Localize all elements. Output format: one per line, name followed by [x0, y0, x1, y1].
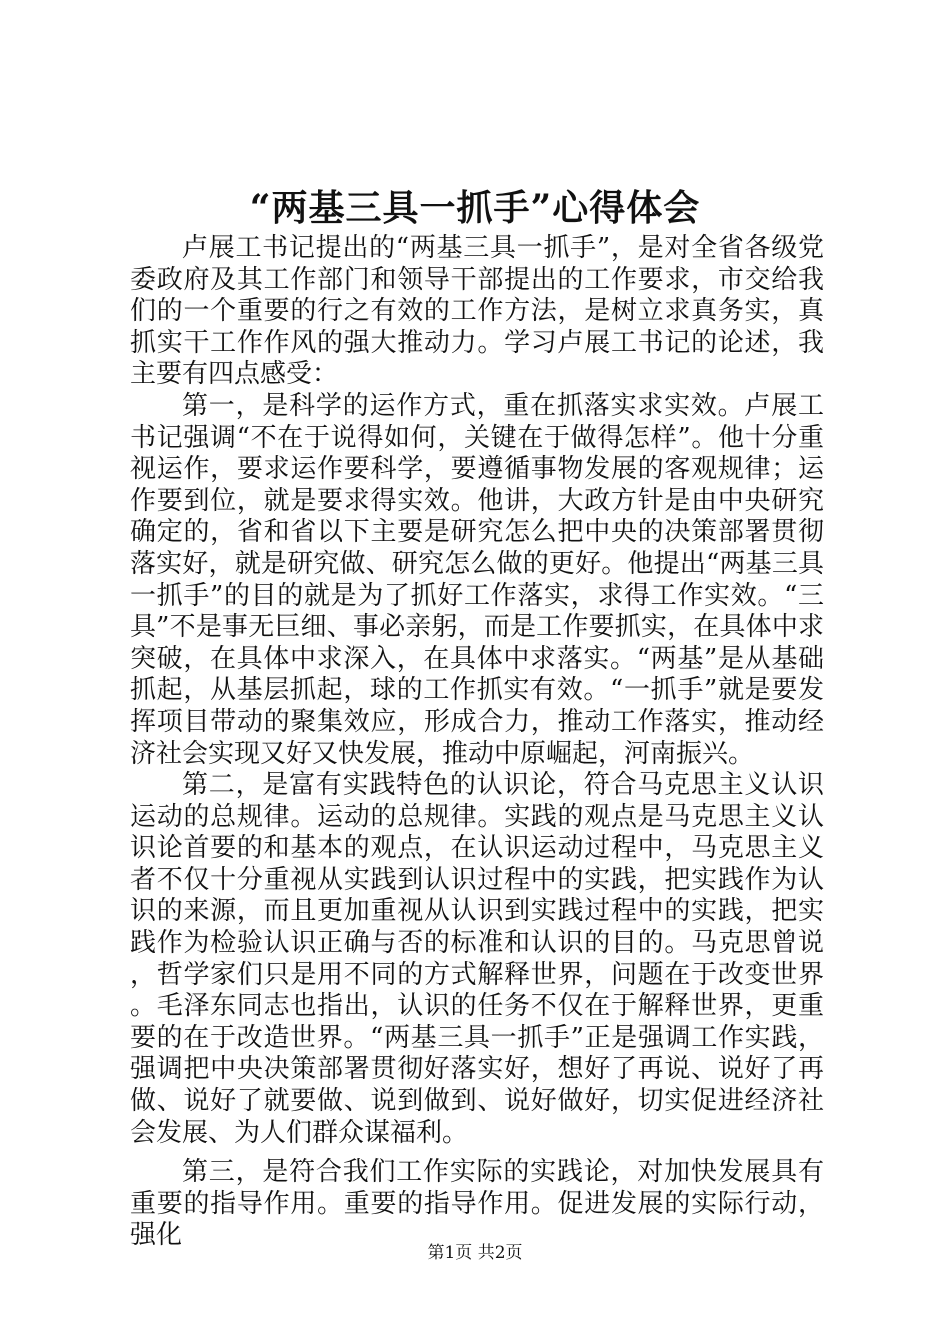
document-title: “两基三具一抓手”心得体会 [249, 187, 701, 229]
paragraph-point-three: 第三，是符合我们工作实际的实践论，对加快发展具有重要的指导作用。重要的指导作用。促进发展的实际行动，强化 [130, 1157, 824, 1251]
paragraph-point-one: 第一，是科学的运作方式，重在抓落实求实效。卢展工书记强调“不在于说得如何，关键在于做得怎样”。他十分重视运作，要求运作要科学，要遵循事物发展的客观规律；运作要到位，就是要求得实效。他讲，大政方针是由中央研究确定的，省和省以下主要是研究怎么把中央的决策部署贯彻落实好，就是研究做、研究怎么做的更好。他提出“两基三具一抓手”的目的就是为了抓好工作落实，求得工作实效。“三具”不是事无巨细、事必亲躬，而是工作要抓实，在具体中求突破，在具体中求深入，在具体中求落实。“两基”是从基础抓起，从基层抓起，球的工作抓实有效。“一抓手”就是要发挥项目带动的聚集效应，形成合力，推动工作落实，推动经济社会实现又好又快发展，推动中原崛起，河南振兴。 [130, 390, 824, 769]
page-number-footer: 第1页 共2页 [427, 1243, 523, 1263]
document-body [130, 233, 824, 1252]
paragraph-point-two: 第二，是富有实践特色的认识论，符合马克思主义认识运动的总规律。运动的总规律。实践的观点是马克思主义认识论首要的和基本的观点，在认识运动过程中，马克思主义者不仅十分重视从实践到认识过程中的实践，把实践作为认识的来源，而且更加重视从认识到实践过程中的实践，把实践作为检验认识正确与否的标准和认识的目的。马克思曾说，哲学家们只是用不同的方式解释世界，问题在于改变世界。毛泽东同志也指出，认识的任务不仅在于解释世界，更重要的在于改造世界。“两基三具一抓手”正是强调工作实践，强调把中央决策部署贯彻好落实好，想好了再说、说好了再做、说好了就要做、说到做到、说好做好，切实促进经济社会发展、为人们群众谋福利。 [130, 770, 824, 1148]
paragraph-intro: 卢展工书记提出的“两基三具一抓手”，是对全省各级党委政府及其工作部门和领导干部提出的工作要求，市交给我们的一个重要的行之有效的工作方法，是树立求真务实，真抓实干工作作风的强大推动力。学习卢展工书记的论述，我主要有四点感受： [130, 233, 824, 390]
